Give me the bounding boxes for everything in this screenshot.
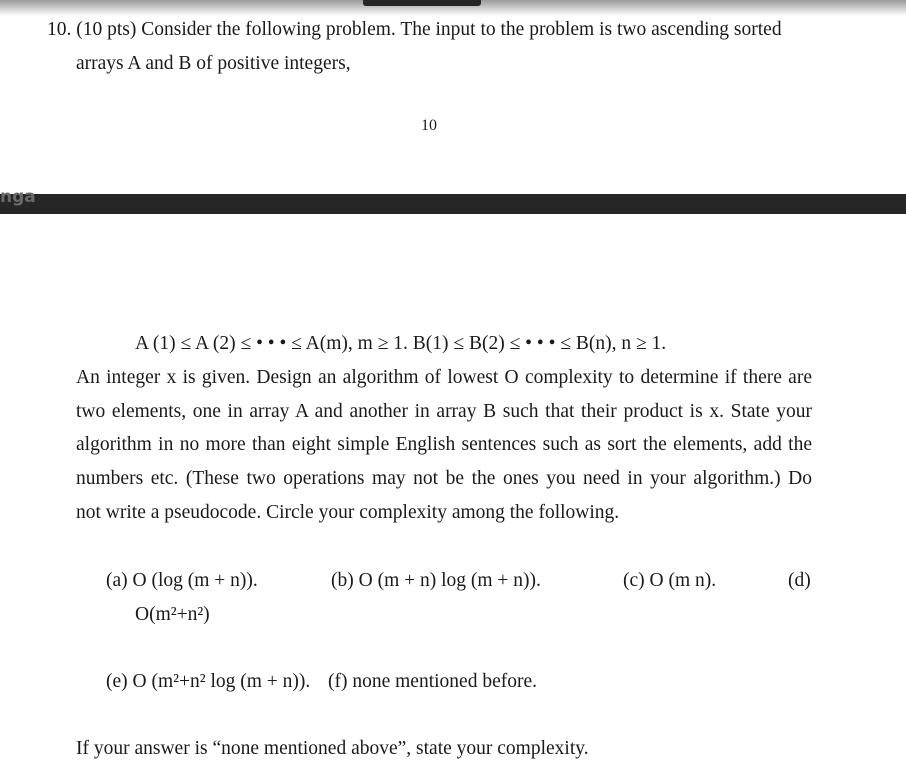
top-tab-handle [363,0,481,6]
body-line-3: algorithm in no more than eight simple English sentences such as sort the elements, add the [76,434,812,455]
body-line-2: two elements, one in array A and another in array B such that their product is x. State your [76,401,812,422]
body-line-1: An integer x is given. Design an algorithm of lowest O complexity to determine if there are [76,367,812,388]
footer-instruction: If your answer is “none mentioned above”, state your complexity. [76,738,589,759]
question-heading-cont: arrays A and B of positive integers, [76,53,351,74]
option-f: (f) none mentioned before. [328,671,537,692]
option-d-value: O(m²+n²) [135,604,210,625]
page-break-label: nga [0,187,36,207]
page-number: 10 [421,117,437,134]
option-a: (a) O (log (m + n)). [106,570,258,591]
option-e: (e) O (m²+n² log (m + n)). [106,671,311,692]
body-line-5: not write a pseudocode. Circle your complexity among the following. [76,502,620,523]
option-b: (b) O (m + n) log (m + n)). [331,570,541,591]
body-line-4: numbers etc. (These two operations may not be the ones you need in your algorithm.) Do [76,468,812,489]
array-conditions: A (1) ≤ A (2) ≤ • • • ≤ A(m), m ≥ 1. B(1) ≤ B(2) ≤ • • • ≤ B(n), n ≥ 1. [135,333,667,354]
option-c: (c) O (m n). [623,570,717,591]
option-d-label: (d) [788,570,811,591]
question-heading: 10. (10 pts) Consider the following problem. The input to the problem is two ascending sorted [47,19,782,40]
page-break-band [0,194,906,214]
